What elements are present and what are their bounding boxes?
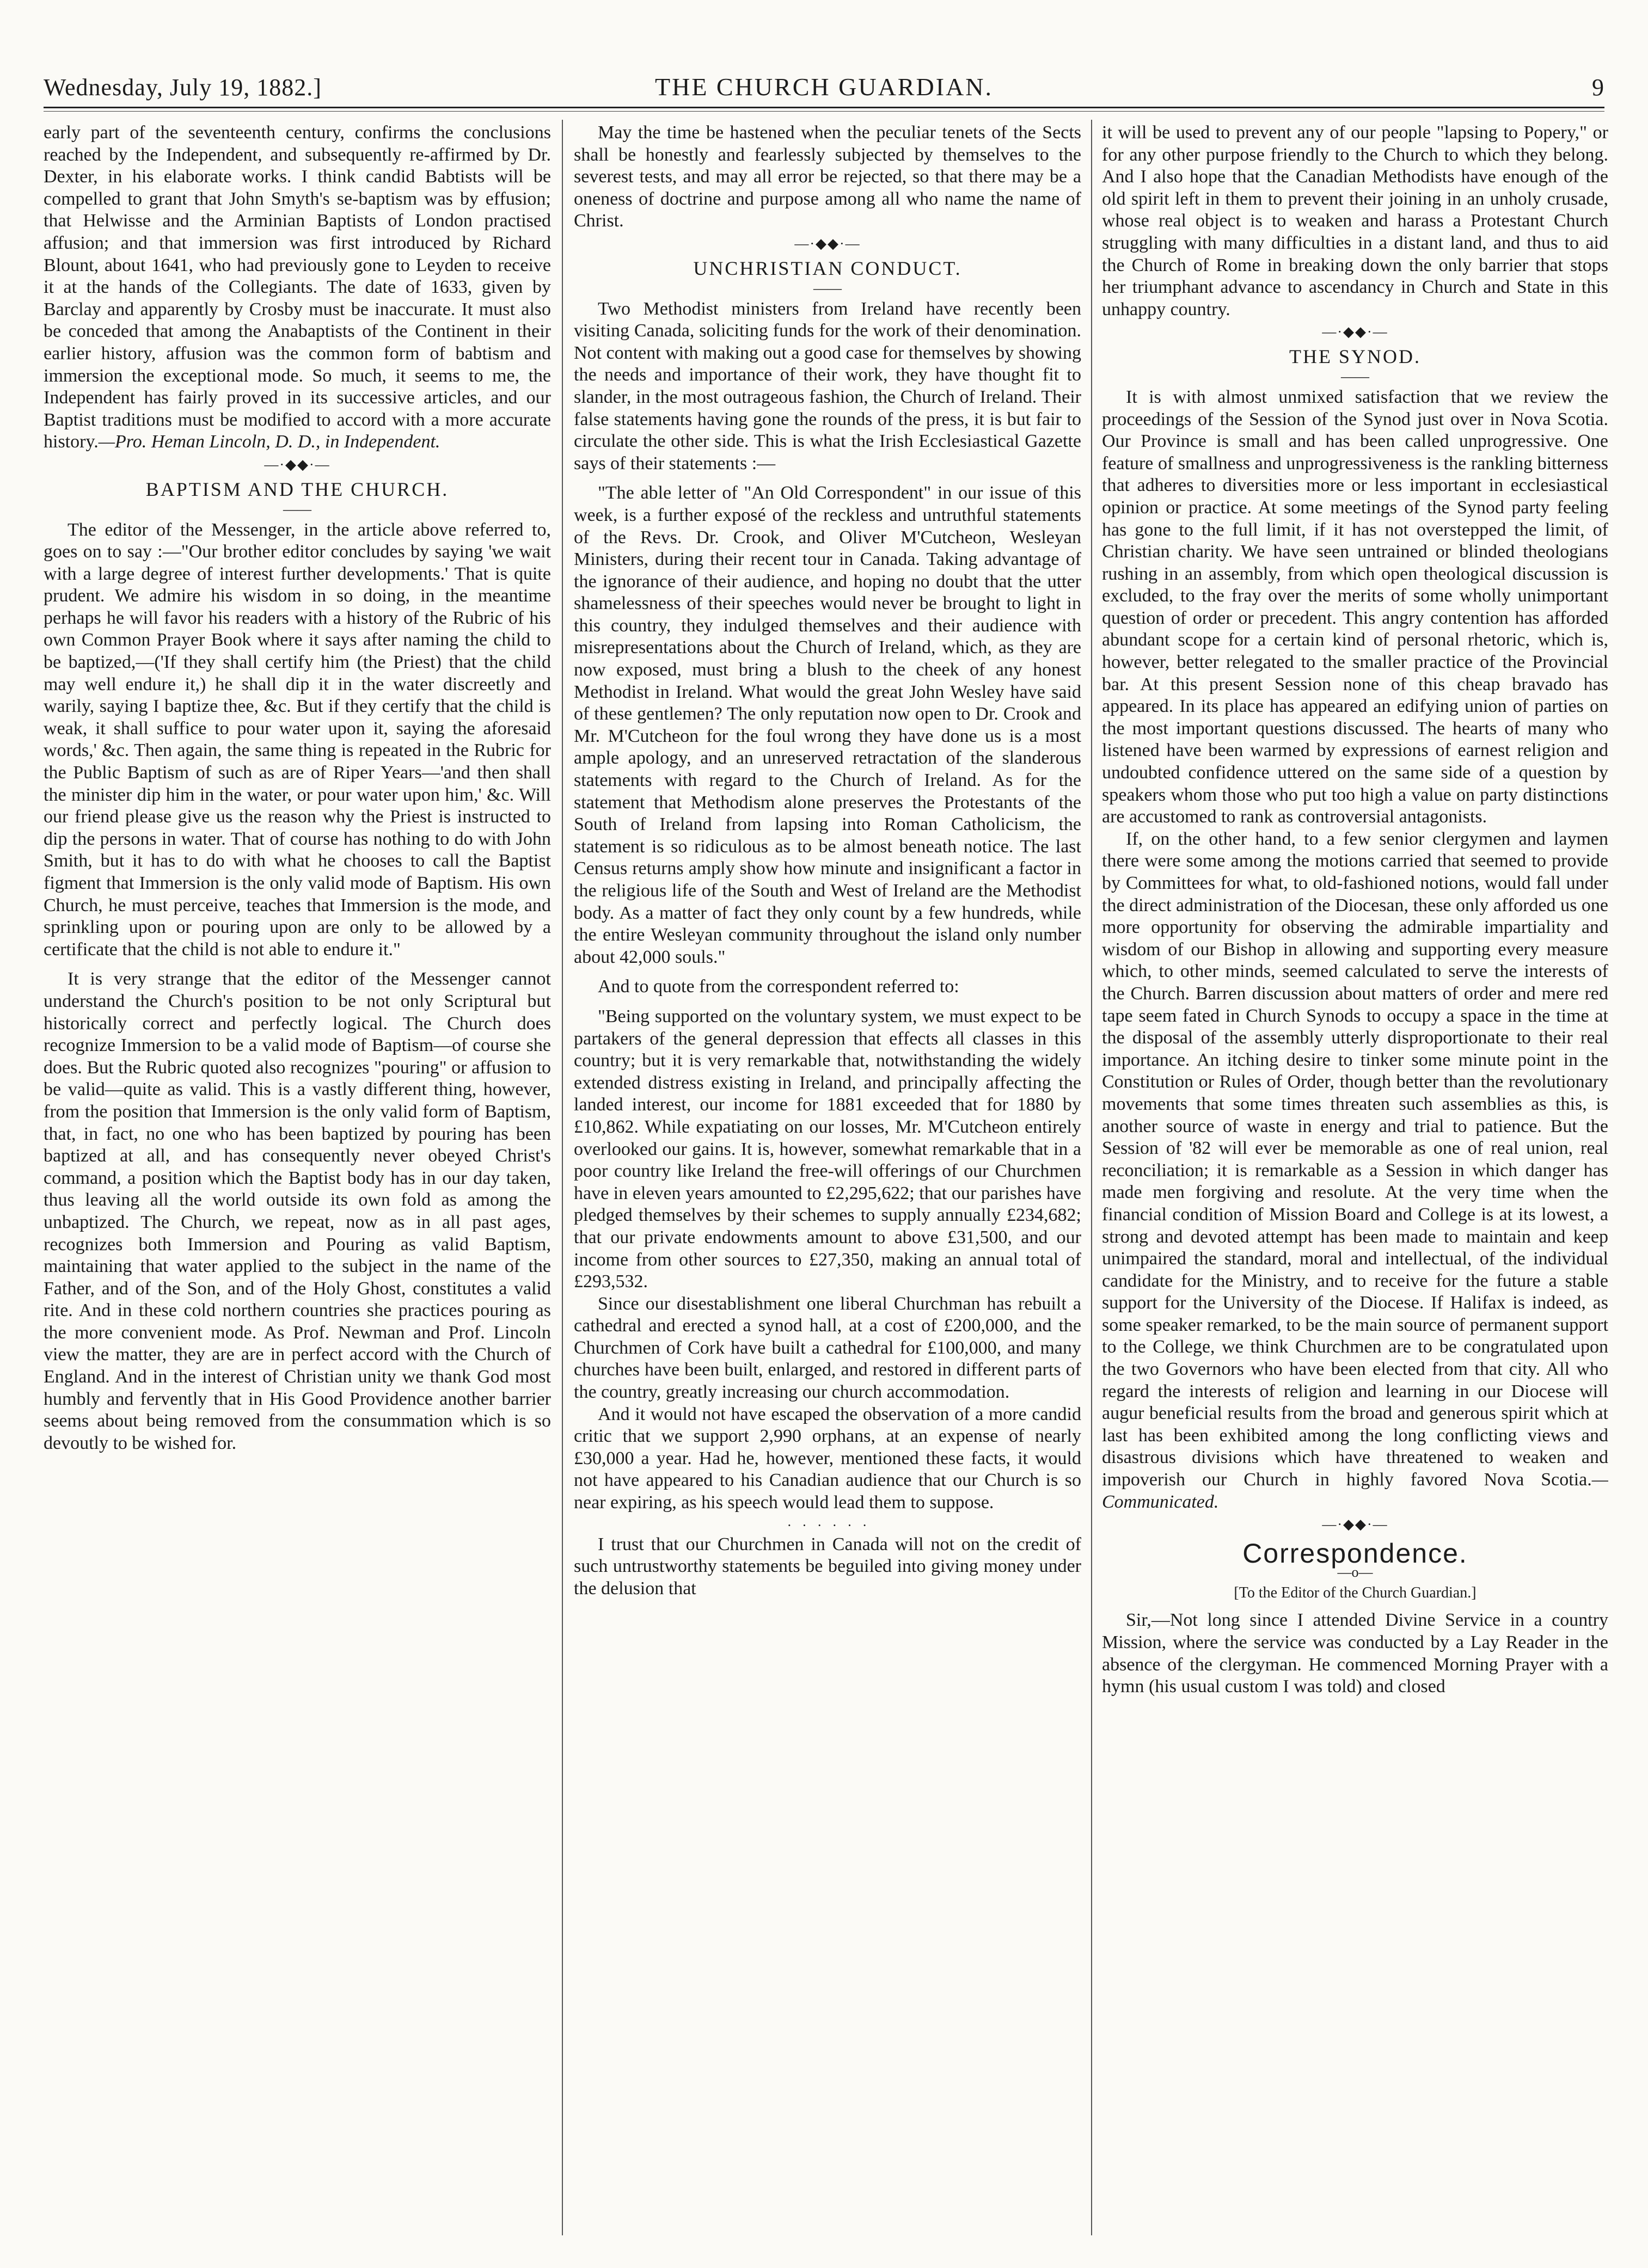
header-rule	[44, 107, 1604, 108]
column-1	[44, 122, 551, 2235]
page-number: 9	[1592, 74, 1604, 101]
letter-paragraph: Sir,—Not long since I attended Divine Service in a country Mission, where the service was conducted by a Lay Reader in the absence of the clergyman. He commenced Morning Prayer with a hymn (his usual custom I was told) and closed	[1102, 1610, 1608, 1697]
heading-dash: ——	[813, 280, 842, 296]
ornament-divider: —·◆◆·—	[264, 456, 330, 472]
column-2	[574, 122, 1081, 2235]
attribution: —Communicated.	[1102, 1470, 1608, 1512]
editor-note: [To the Editor of the Church Guardian.]	[1234, 1584, 1477, 1601]
paragraph: The editor of the Messenger, in the article above referred to, goes on to say :—"Our brother editor concludes by saying 'we wait with a large degree of interest further developments.' That is quite prudent. We admire his wisdom in so doing, in the meantime perhaps he will favor his readers with a history of the Rubric of his own Common Prayer Book where it says after naming the child to be baptized,—('If they shall certify him (the Priest) that the child may well endure it,) he shall dip it in the water discreetly and warily, saying I baptize thee, &c. But if they certify that the child is weak, it shall suffice to pour water upon it, saying the aforesaid words,' &c. Then again, the same thing is repeated in the Rubric for the Public Baptism of such as are of Riper Years—'and then shall the minister dip him in the water, or pour water upon him,' &c. Will our friend please give us the reason why the Priest is instructed to dip the persons in water. That of course has nothing to do with John Smith, but it has to do with what he chooses to call the Baptist figment that Immersion is the only valid mode of Baptism. His own Church, he must perceive, teaches that Immersion is the mode, and sprinkling upon or pouring upon are only to be allowed by a certificate that the child is not able to endure it."	[44, 519, 551, 960]
paragraph: Two Methodist ministers from Ireland have recently been visiting Canada, soliciting funds for the work of their denomination. Not content with making out a good case for themselves by showing the needs and importance of their work, they have thought fit to slander, in the most outrageous fashion, the Church of Ireland. Their false statements having gone the rounds of the press, it is but fair to circulate the other side. This is what the Irish Ecclesiastical Gazette says of their statements :—	[574, 298, 1081, 474]
paragraph: It is with almost unmixed satisfaction that we review the proceedings of the Session of the Synod just over in Nova Scotia. Our Province is small and has been called unprogressive. One feature of smallness and unprogressiveness is the rankling bitterness that adheres to diversities more or less important in ecclesiastical opinion or practice. At some meetings of the Synod party feeling has gone to the full limit, if it has not overstepped the limit, of Christian charity. We have seen untrained or blinded theologians rushing in an assembly, from which open theological discussion is excluded, to the fray over the merits of some wholly unimportant question of order or precedent. This angry contention has afforded abundant scope for a certain kind of personal rhetoric, which is, however, better relegated to the smaller practice of the Provincial bar. At this present Session none of this cheap bravado has appeared. In its place has appeared an edifying union of parties on the most important questions discussed. The hearts of many who listened have been warmed by expressions of earnest religion and undoubted confidence uttered on the same side of a question by speakers whom those who put too high a value on party distinctions are accustomed to rank as controversial antagonists.	[1102, 386, 1608, 827]
paragraph-text: If, on the other hand, to a few senior clergymen and laymen there were some among the motions carried that seemed to provide by Committees for what, to old-fashioned notions, would fall under the direct administration of the Diocesan, these only afforded us one more opportunity for observing the admirable impartiality and wisdom of our Bishop in allowing and supporting every measure which, to other minds, seemed calculated to serve the interests of the Church. Barren discussion about matters of order and mere red tape seem fated in Church Synods to occupy a space in the time at the disposal of the assembly utterly disproportionate to their real importance. An itching desire to tinker some minute point in the Constitution or Rules of Order, though better than the revolutionary movements that some times threaten such assemblies as this, is another source of waste in energy and trial to patience. But the Session of '82 will ever be memorable as one of real union, real reconciliation; it is remarkable as a Session in which danger has made men forgiving and resolute. At the very time when the financial condition of Mission Board and College is at its lowest, a strong and devoted attempt has been made to maintain and keep unimpaired the standard, moral and intellectual, of the individual candidate for the Ministry, and to receive for the future a stable support for the University of the Diocese. If Halifax is indeed, as some speaker remarked, to be the main source of permanent support to the College, we think Churchmen are to be congratulated upon the two Governors who have been elected from that city. All who regard the interests of religion and learning in our Diocese will augur beneficial results from the broad and generous spirit which at last has been exhibited among the long conflicting views and disastrous divisions which have threatened to weaken and impoverish our Church in highly favored Nova Scotia.	[1102, 828, 1608, 1490]
ornament-divider: —·◆◆·—	[1322, 324, 1388, 340]
quoted-paragraph: Since our disestablishment one liberal Churchman has rebuilt a cathedral and erected a synod hall, at a cost of £200,000, and the Churchmen of Cork have built a cathedral for £100,000, and many churches have been built, enlarged, and restored in different parts of the country, greatly increasing our church accommodation.	[574, 1293, 1081, 1403]
paragraph: May the time be hastened when the peculiar tenets of the Sects shall be honestly and fearlessly subjected by themselves to the severest tests, and may all error be rejected, so that there may be a oneness of doctrine and purpose among all who name the name of Christ.	[574, 122, 1081, 231]
heading-dash: ——	[283, 501, 311, 517]
column-rule-2	[1091, 120, 1092, 2235]
paragraph	[44, 122, 551, 453]
article-heading-baptism: BAPTISM AND THE CHURCH.	[145, 478, 449, 500]
issue-date: Wednesday, July 19, 1882.]	[44, 74, 322, 101]
newspaper-title: THE CHURCH GUARDIAN.	[655, 73, 993, 101]
quoted-paragraph: "Being supported on the voluntary system, we must expect to be partakers of the general depression that effects all classes in this country; but it is very remarkable that, notwithstanding the widely extended distress existing in Ireland, and principally affecting the landed interest, our income for 1881 exceeded that for 1880 by £10,862. While expatiating on our losses, Mr. M'Cutcheon entirely overlooked our gains. It is, however, somewhat remarkable that in a poor country like Ireland the free-will offerings of our Churchmen have in eleven years amounted to £2,295,622; that our parishes have pledged themselves by their schemes to supply annually £234,682; that our private endowments amount to above £31,500, and our income from other sources to £27,350, making an annual total of £293,532.	[574, 1006, 1081, 1292]
section-heading-correspondence: Correspondence.	[1242, 1538, 1468, 1569]
running-header	[44, 52, 1604, 101]
column-rule-1	[562, 120, 563, 2235]
heading-dash: ——	[1341, 368, 1369, 384]
article-heading-unchristian: UNCHRISTIAN CONDUCT.	[693, 257, 962, 279]
heading-dash: —o—	[1337, 1564, 1373, 1580]
column-3	[1102, 122, 1608, 2235]
quoted-paragraph: And it would not have escaped the observation of a more candid critic that we support 2,990 orphans, at an expense of nearly £30,000 a year. Had he, however, mentioned these facts, it would not have appeared to his Canadian audience that our Church is so near expiring, as his speech would lead them to suppose.	[574, 1404, 1081, 1513]
paragraph: it will be used to prevent any of our people "lapsing to Popery," or for any other purpose friendly to the Church to which they belong. And I also hope that the Canadian Methodists have enough of the old spirit left in them to prevent their joining in an unholy crusade, whose real object is to weaken and harass a Protestant Church struggling with many difficulties in a distant land, and thus to aid the Church of Rome in breaking down the only barrier that stops her triumphant advance to ascendancy in Church and State in this unhappy country.	[1102, 122, 1608, 319]
paragraph	[1102, 828, 1608, 1513]
ellipsis-divider: · · · · · ·	[787, 1517, 868, 1533]
attribution: —Pro. Heman Lincoln, D. D., in Independent.	[98, 432, 440, 452]
article-heading-synod: THE SYNOD.	[1289, 346, 1421, 368]
ornament-divider: —·◆◆·—	[1322, 1516, 1388, 1533]
paragraph-text: early part of the seventeenth century, confirms the conclusions reached by the Independent, and subsequently re-affirmed by Dr. Dexter, in his elaborate works. I think candid Babtists will be compelled to grant that John Smyth's se-baptism was by effusion; that Helwisse and the Arminian Baptists of London practised affusion; and that immersion was first introduced by Richard Blount, about 1641, who had previously gone to Leyden to receive it at the hands of the Collegiants. The date of 1633, given by Barclay and apparently by Crosby must be inaccurate. It must also be conceded that among the Anabaptists of the Continent in their earlier history, affusion was the common form of babtism and immersion the exceptional mode. So much, it seems to me, the Independent has fairly proved in its successive articles, and our Baptist traditions must be modified to accord with a more accurate history.	[44, 122, 551, 452]
paragraph: And to quote from the correspondent referred to:	[598, 976, 959, 997]
paragraph: I trust that our Churchmen in Canada will not on the credit of such untrustworthy statements be beguiled into giving money under the delusion that	[574, 1534, 1081, 1599]
header-rule-thin	[44, 111, 1604, 112]
ornament-divider: —·◆◆·—	[794, 235, 861, 251]
quoted-paragraph: "The able letter of "An Old Correspondent" in our issue of this week, is a further exposé of the reckless and untruthful statements of the Revs. Dr. Crook, and Oliver M'Cutcheon, Wesleyan Ministers, during their recent tour in Canada. Taking advantage of the ignorance of their audience, and hoping no doubt that the utter shamelessness of their speeches would never be brought to light in this country, they indulged themselves and their audience with misrepresentations about the Church of Ireland, which, as they are now exposed, must bring a blush to the cheek of any honest Methodist in Ireland. What would the great John Wesley have said of these gentlemen? The only reputation now open to Dr. Crook and Mr. M'Cutcheon for the foul wrong they have done us is a most ample apology, and an unreserved retractation of the slanderous statements with regard to the Church of Ireland. As for the statement that Methodism alone preserves the Protestants of the South of Ireland from lapsing into Roman Catholicism, the statement is so ridiculous as to be almost beneath notice. The last Census returns amply show how minute and insignificant a factor in the religious life of the South and West of Ireland are the Methodist body. As a matter of fact they only count by a few hundreds, while the entire Wesleyan community throughout the island only number about 42,000 souls."	[574, 483, 1081, 967]
paragraph: It is very strange that the editor of the Messenger cannot understand the Church's position to be not only Scriptural but historically correct and perfectly logical. The Church does recognize Immersion to be a valid mode of Baptism—of course she does. But the Rubric quoted also recognizes "pouring" or affusion to be valid—quite as valid. This is a vastly different thing, however, from the position that Immersion is the only valid form of Baptism, that, in fact, no one who has been baptized by pouring has been baptized at all, and has consequently never obeyed Christ's command, a position which the Baptist body has in our day taken, thus leaving all the world outside its own fold as among the unbaptized. The Church, we repeat, now as in all past ages, recognizes both Immersion and Pouring as valid Baptism, maintaining that water applied to the subject in the name of the Father, and of the Son, and of the Holy Ghost, constitutes a valid rite. And in these cold northern countries she practices pouring as the more convenient mode. As Prof. Newman and Prof. Lincoln view the matter, they are are in perfect accord with the Church of England. And in the interest of Christian unity we thank God most humbly and fervently that in His Good Providence another barrier seems about being removed from the consummation which is so devoutly to be wished for.	[44, 969, 551, 1453]
